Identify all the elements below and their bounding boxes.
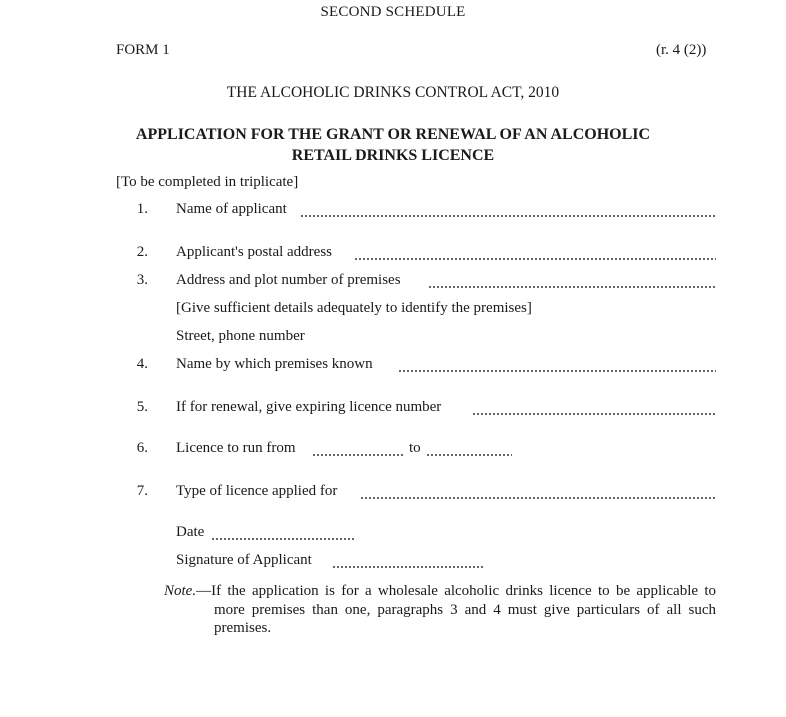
form-heading-line1: APPLICATION FOR THE GRANT OR RENEWAL OF AN ALCOHOLIC — [135, 126, 651, 143]
licence-to-connector: to — [409, 440, 421, 456]
item-label-licence-period: Licence to run from — [176, 440, 296, 456]
licence-from-field[interactable] — [312, 454, 404, 456]
applicant-name-field[interactable] — [300, 215, 716, 217]
licence-to-field[interactable] — [426, 454, 512, 456]
item-label-licence-type: Type of licence applied for — [176, 483, 338, 499]
rule-reference: (r. 4 (2)) — [656, 42, 707, 58]
item-label-applicant-name: Name of applicant — [176, 201, 287, 217]
date-label: Date — [176, 524, 205, 540]
item-number: 4. — [136, 356, 148, 372]
signature-field[interactable] — [332, 566, 484, 568]
item-label-premises-address: Address and plot number of premises — [176, 272, 401, 288]
signature-label: Signature of Applicant — [176, 552, 312, 568]
street-phone-note: Street, phone number — [176, 328, 305, 344]
item-number: 5. — [136, 399, 148, 415]
premises-address-field[interactable] — [428, 286, 716, 288]
item-number: 6. — [136, 440, 148, 456]
item-label-premises-name: Name by which premises known — [176, 356, 373, 372]
note-text: If the application is for a wholesale alcoholic drinks licence to be applicable to more premises than one, paragraphs 3 and 4 must give particulars of all such premises. — [211, 583, 716, 636]
item-label-postal-address: Applicant's postal address — [176, 244, 333, 260]
item-number: 1. — [136, 201, 148, 217]
triplicate-instruction: [To be completed in triplicate] — [116, 174, 299, 190]
form-heading — [0, 124, 786, 166]
form-heading-line2: RETAIL DRINKS LICENCE — [291, 147, 495, 164]
licence-number-field[interactable] — [472, 413, 716, 415]
item-number: 3. — [136, 272, 148, 288]
note-paragraph — [164, 582, 716, 638]
postal-address-field[interactable] — [354, 258, 716, 260]
date-field[interactable] — [211, 538, 355, 540]
note-label: Note. — [164, 583, 197, 599]
premises-name-field[interactable] — [398, 370, 716, 372]
item-number: 2. — [136, 244, 148, 260]
item-number: 7. — [136, 483, 148, 499]
act-title: THE ALCOHOLIC DRINKS CONTROL ACT, 2010 — [226, 84, 560, 101]
note-block — [164, 582, 716, 638]
form-number: FORM 1 — [116, 42, 170, 58]
item-label-licence-number: If for renewal, give expiring licence number — [176, 399, 442, 415]
schedule-title: SECOND SCHEDULE — [320, 4, 466, 20]
premises-detail-note: [Give sufficient details adequately to identify the premises] — [176, 300, 532, 316]
licence-type-field[interactable] — [360, 497, 716, 499]
note-dash: — — [196, 583, 212, 599]
